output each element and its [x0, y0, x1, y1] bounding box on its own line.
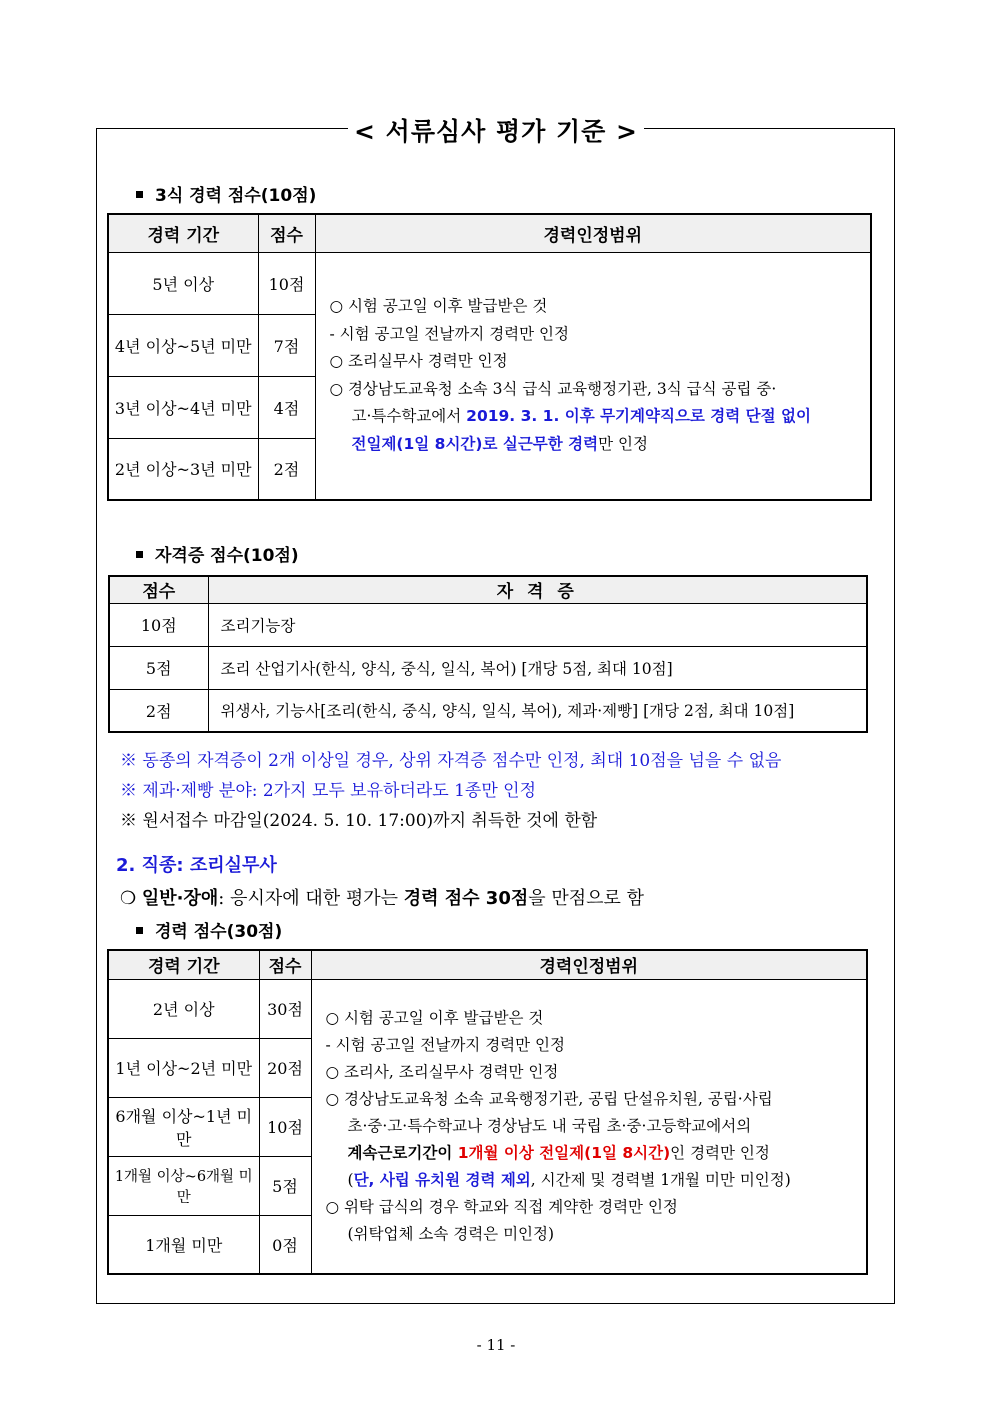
- period-cell: 1년 이상~2년 미만: [108, 1038, 259, 1097]
- header-score: 점수: [259, 950, 311, 979]
- table-row: [109, 603, 867, 646]
- square-bullet-icon: [136, 551, 143, 558]
- section-title-cooking-assistant: 2. 직종: 조리실무사: [116, 855, 277, 876]
- section-heading-certificate: 자격증 점수(10점): [136, 541, 299, 566]
- period-cell: 5년 이상: [108, 252, 258, 314]
- note-deadline: ※ 원서접수 마감일(2024. 5. 10. 17:00)까지 취득한 것에 한함: [120, 811, 598, 831]
- score-cell: 0점: [259, 1215, 311, 1274]
- score-cell: 5점: [109, 646, 208, 689]
- period-cell: 3년 이상~4년 미만: [108, 376, 258, 438]
- career-score-table: [107, 949, 868, 1275]
- certificate-cell: 조리 산업기사(한식, 양식, 중식, 일식, 복어) [개당 5점, 최대 10점]: [208, 646, 867, 689]
- period-cell: 1개월 이상~6개월 미만: [108, 1156, 259, 1215]
- table-row: [109, 646, 867, 689]
- certificate-score-table: [108, 575, 868, 733]
- header-period: 경력 기간: [108, 950, 259, 979]
- certificate-cell: 조리기능장: [208, 603, 867, 646]
- period-cell: 6개월 이상~1년 미만: [108, 1097, 259, 1156]
- score-cell: 2점: [258, 438, 315, 500]
- page-title: < 서류심사 평가 기준 >: [0, 112, 992, 148]
- table-row: [109, 689, 867, 732]
- certificate-cell: 위생사, 기능사[조리(한식, 중식, 양식, 일식, 복어), 제과·제빵] [개당 2점, 최대 10점]: [208, 689, 867, 732]
- square-bullet-icon: [136, 191, 143, 198]
- section-heading-career: 경력 점수(30점): [136, 917, 282, 942]
- period-cell: 4년 이상~5년 미만: [108, 314, 258, 376]
- score-cell: 10점: [109, 603, 208, 646]
- table-row: [108, 252, 871, 314]
- header-period: 경력 기간: [108, 214, 258, 252]
- career-score-table-3meal: [107, 213, 872, 501]
- recognition-range-cell: ○ 시험 공고일 이후 발급받은 것 - 시험 공고일 전날까지 경력만 인정 ○ 조리실무사 경력만 인정 ○ 경상남도교육청 소속 3식 급식 교육행정기관, 3식 급식 공립 중· 고·특수학교에서 2019. 3. 1. 이후 무기계약직으로 경력 단절 없이 전일제(1일 8시간)로 실근무한 경력만 인정: [315, 252, 871, 500]
- note-same-type-certificate: ※ 동종의 자격증이 2개 이상일 경우, 상위 자격증 점수만 인정, 최대 10점을 넘을 수 없음: [120, 751, 782, 771]
- period-cell: 2년 이상~3년 미만: [108, 438, 258, 500]
- page-number: - 11 -: [476, 1336, 516, 1354]
- score-cell: 10점: [259, 1097, 311, 1156]
- header-range: 경력인정범위: [311, 950, 867, 979]
- general-evaluation-line: ❍ 일반·장애: 응시자에 대한 평가는 경력 점수 30점을 만점으로 함: [120, 888, 645, 909]
- header-score: 점수: [258, 214, 315, 252]
- score-cell: 30점: [259, 979, 311, 1038]
- header-certificate: 자 격 증: [208, 576, 867, 603]
- period-cell: 1개월 미만: [108, 1215, 259, 1274]
- note-baking-field: ※ 제과·제빵 분야: 2가지 모두 보유하더라도 1종만 인정: [120, 781, 537, 801]
- header-range: 경력인정범위: [315, 214, 871, 252]
- score-cell: 20점: [259, 1038, 311, 1097]
- score-cell: 10점: [258, 252, 315, 314]
- section-heading-3meal-career: 3식 경력 점수(10점): [136, 181, 316, 206]
- recognition-range-cell: ○ 시험 공고일 이후 발급받은 것 - 시험 공고일 전날까지 경력만 인정 ○ 조리사, 조리실무사 경력만 인정 ○ 경상남도교육청 소속 교육행정기관, 공립 단설유치원, 공립·사립 초·중·고·특수학교나 경상남도 내 국립 초·중·고등학교에서의 계속근로기간이 1개월 이상 전일제(1일 8시간)인 경력만 인정 (단, 사립 유치원 경력 제외, 시간제 및 경력별 1개월 미만 미인정) ○ 위탁 급식의 경우 학교와 직접 계약한 경력만 인정 (위탁업체 소속 경력은 미인정): [311, 979, 867, 1274]
- score-cell: 5점: [259, 1156, 311, 1215]
- table-row: [108, 979, 867, 1038]
- circle-bullet-icon: ❍: [120, 888, 137, 909]
- score-cell: 4점: [258, 376, 315, 438]
- score-cell: 7점: [258, 314, 315, 376]
- period-cell: 2년 이상: [108, 979, 259, 1038]
- score-cell: 2점: [109, 689, 208, 732]
- square-bullet-icon: [136, 927, 143, 934]
- header-score: 점수: [109, 576, 208, 603]
